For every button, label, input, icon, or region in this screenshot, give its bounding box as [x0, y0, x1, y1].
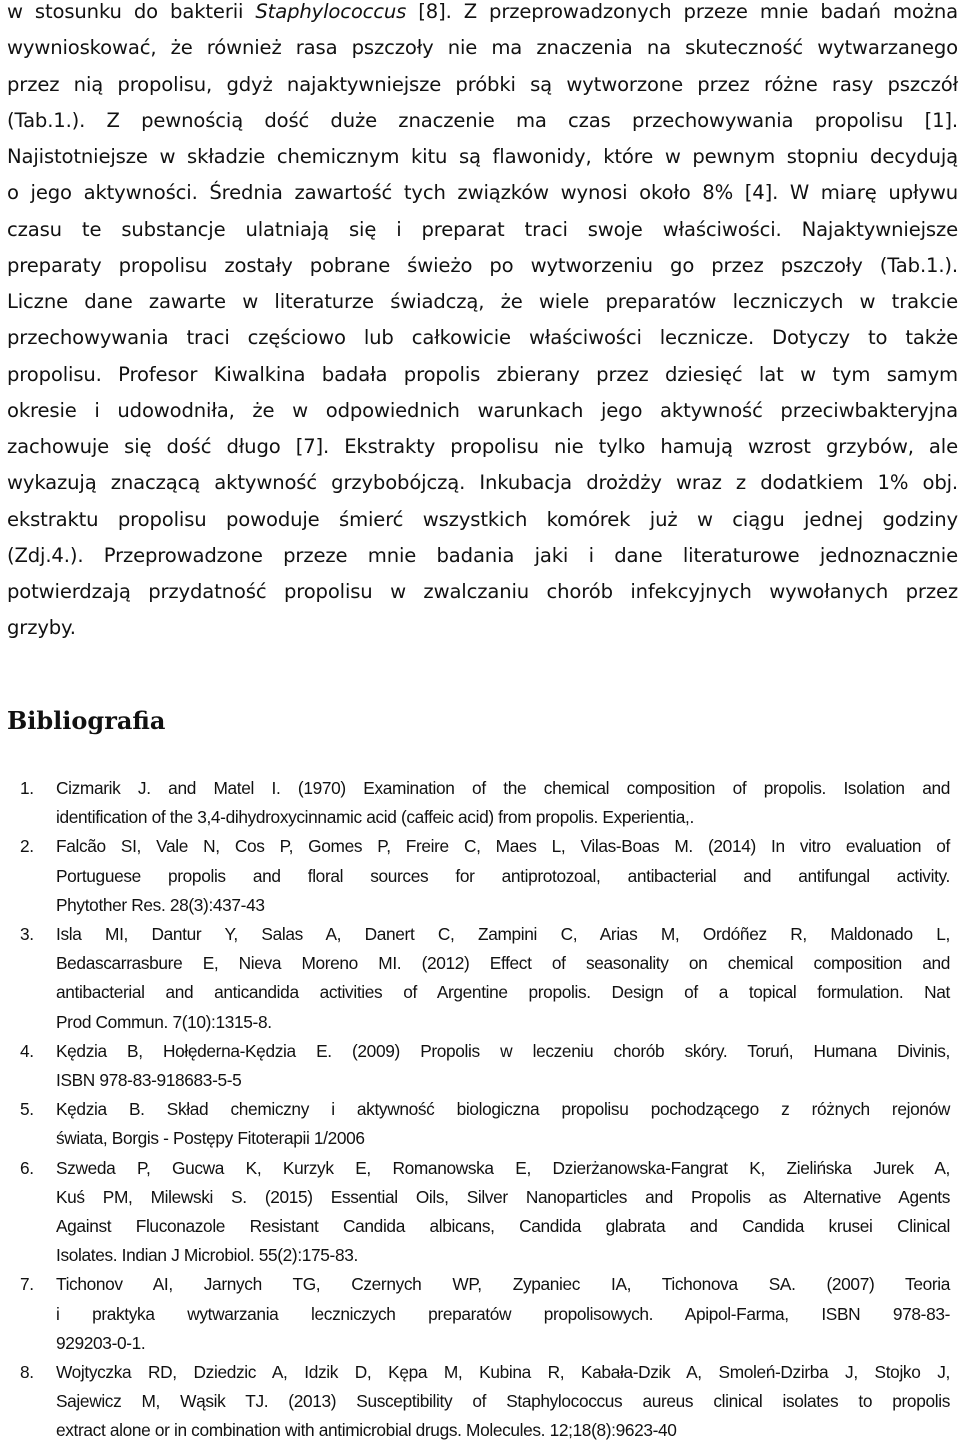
body-line: grzyby.: [7, 616, 76, 640]
body-line: ekstraktu propolisu powoduje śmierć wszystkich komórek już w ciągu jednej godziny: [7, 507, 958, 531]
body-paragraph: [7, 0, 958, 647]
bibliography-heading: Bibliografia: [7, 706, 166, 735]
body-line: okresie i udowodniła, że w odpowiednich warunkach jego aktywność przeciwbakteryjna: [7, 398, 958, 422]
body-line: o jego aktywności. Średnia zawartość tych związków wynosi około 8% [4]. W miarę upływu: [7, 181, 958, 205]
body-line: wykazują znaczącą aktywność grzybobójczą. Inkubacja drożdży wraz z dodatkiem 1% obj.: [7, 471, 958, 495]
bibliography-entry: [20, 1037, 950, 1095]
entry-text-line: Isolates. Indian J Microbiol. 55(2):175-83.: [56, 1245, 358, 1266]
bibliography-entry: [20, 1358, 950, 1446]
document-page: [7, 0, 958, 1441]
species-name: Staphylococcus: [255, 0, 407, 23]
entry-text-line: Kędzia B, Hołęderna-Kędzia E. (2009) Propolis w leczeniu chorób skóry. Toruń, Humana Divinis,: [56, 1040, 950, 1061]
entry-text-line: Wojtyczka RD, Dziedzic A, Idzik D, Kępa M, Kubina R, Kabała-Dzik A, Smoleń-Dzirba J, Stojko J,: [56, 1362, 950, 1383]
body-line: czasu te substancje ulatniają się i preparat traci swoje właściwości. Najaktywniejsze: [7, 217, 958, 241]
entry-text-line: Sajewicz M, Wąsik TJ. (2013) Susceptibility of Staphylococcus aureus clinical isolates to propolis: [56, 1391, 950, 1412]
entry-text-line: Isla MI, Dantur Y, Salas A, Danert C, Zampini C, Arias M, Ordóñez R, Maldonado L,: [56, 924, 950, 945]
entry-text-line: ISBN 978-83-918683-5-5: [56, 1070, 242, 1091]
body-text-segment: [8]. Z przeprowadzonych przeze mnie badań można: [406, 0, 958, 23]
entry-text-line: Kuś PM, Milewski S. (2015) Essential Oils, Silver Nanoparticles and Propolis as Alternative Agents: [56, 1186, 950, 1207]
body-line: propolisu. Profesor Kiwalkina badała propolis zbierany przez dziesięć lat w tym samym: [7, 362, 958, 386]
entry-number: 7.: [20, 1274, 34, 1295]
body-line: potwierdzają przydatność propolisu w zwalczaniu chorób infekcyjnych wywołanych przez: [7, 580, 958, 603]
bibliography-entry: [20, 920, 950, 1037]
body-line: wywnioskować, że również rasa pszczoły nie ma znaczenia na skuteczność wytwarzanego: [7, 36, 958, 60]
entry-text-line: Tichonov AI, Jarnych TG, Czernych WP, Zypaniec IA, Tichonova SA. (2007) Teoria: [56, 1274, 950, 1295]
body-line: (Zdj.4.). Przeprowadzone przeze mnie badania jaki i dane literaturowe jednoznacznie: [7, 543, 958, 567]
entry-number: 1.: [20, 778, 34, 798]
body-line: zachowuje się dość długo [7]. Ekstrakty propolisu nie tylko hamują wzrost grzybów, ale: [7, 435, 958, 458]
bibliography-entry: [20, 832, 950, 920]
entry-text-line: Szweda P, Gucwa K, Kurzyk E, Romanowska E, Dzierżanowska-Fangrat K, Zielińska Jurek A,: [56, 1157, 950, 1178]
body-line: Liczne dane zawarte w literaturze świadczą, że wiele preparatów leczniczych w trakcie: [7, 290, 958, 313]
entry-text-line: świata, Borgis - Postępy Fitoterapii 1/2006: [56, 1128, 365, 1149]
body-line: Najistotniejsze w składzie chemicznym kitu są flawonidy, które w pewnym stopniu decydują: [7, 145, 958, 168]
entry-number: 8.: [20, 1362, 34, 1383]
entry-text-line: Falcão SI, Vale N, Cos P, Gomes P, Freire C, Maes L, Vilas-Boas M. (2014) In vitro evaluation of: [56, 836, 950, 857]
body-line: przechowywania traci częściowo lub całkowicie właściwości lecznicze. Dotyczy to także: [7, 326, 958, 350]
entry-number: 4.: [20, 1040, 34, 1061]
entry-text-line: Prod Commun. 7(10):1315-8.: [56, 1011, 272, 1032]
bibliography-entry: [20, 1270, 950, 1358]
entry-number: 3.: [20, 924, 34, 945]
body-line: (Tab.1.). Z pewnością dość duże znaczenie ma czas przechowywania propolisu [1].: [7, 108, 958, 132]
entry-number: 5.: [20, 1099, 34, 1120]
bibliography-entry: [20, 774, 950, 832]
entry-text-line: Kędzia B. Skład chemiczny i aktywność biologiczna propolisu pochodzącego z różnych rejonów: [56, 1099, 950, 1120]
entry-text-line: Cizmarik J. and Matel I. (1970) Examination of the chemical composition of propolis. Isolation and: [56, 778, 950, 798]
entry-number: 6.: [20, 1157, 34, 1178]
body-line: przez nią propolisu, gdyż najaktywniejsze próbki są wytworzone przez różne rasy pszczół: [7, 72, 958, 96]
entry-text-line: Bedascarrasbure E, Nieva Moreno MI. (2012) Effect of seasonality on chemical composition and: [56, 953, 950, 974]
body-line: preparaty propolisu zostały pobrane świeżo po wytworzeniu go przez pszczoły (Tab.1.).: [7, 253, 958, 277]
entry-text-line: Against Fluconazole Resistant Candida albicans, Candida glabrata and Candida krusei Clinical: [56, 1216, 950, 1237]
entry-text-line: Portuguese propolis and floral sources for antiprotozoal, antibacterial and antifungal activity.: [56, 865, 950, 886]
entry-text-line: antibacterial and anticandida activities of Argentine propolis. Design of a topical formulation. Nat: [56, 982, 950, 1003]
body-text-segment: w stosunku do bakterii: [7, 0, 256, 23]
body-line: [7, 0, 958, 30]
entry-text-line: identification of the 3,4-dihydroxycinnamic acid (caffeic acid) from propolis. Experientia,.: [56, 807, 694, 828]
entry-text-line: Phytother Res. 28(3):437-43: [56, 894, 265, 915]
bibliography-list: [20, 774, 950, 1446]
entry-text-line: 929203-0-1.: [56, 1332, 146, 1353]
bibliography-entry: [20, 1154, 950, 1271]
entry-number: 2.: [20, 836, 34, 857]
bibliography-entry: [20, 1095, 950, 1153]
entry-text-line: extract alone or in combination with antimicrobial drugs. Molecules. 12;18(8):9623-40: [56, 1420, 677, 1441]
entry-text-line: i praktyka wytwarzania leczniczych preparatów propolisowych. Apipol-Farma, ISBN 978-83-: [56, 1303, 950, 1324]
